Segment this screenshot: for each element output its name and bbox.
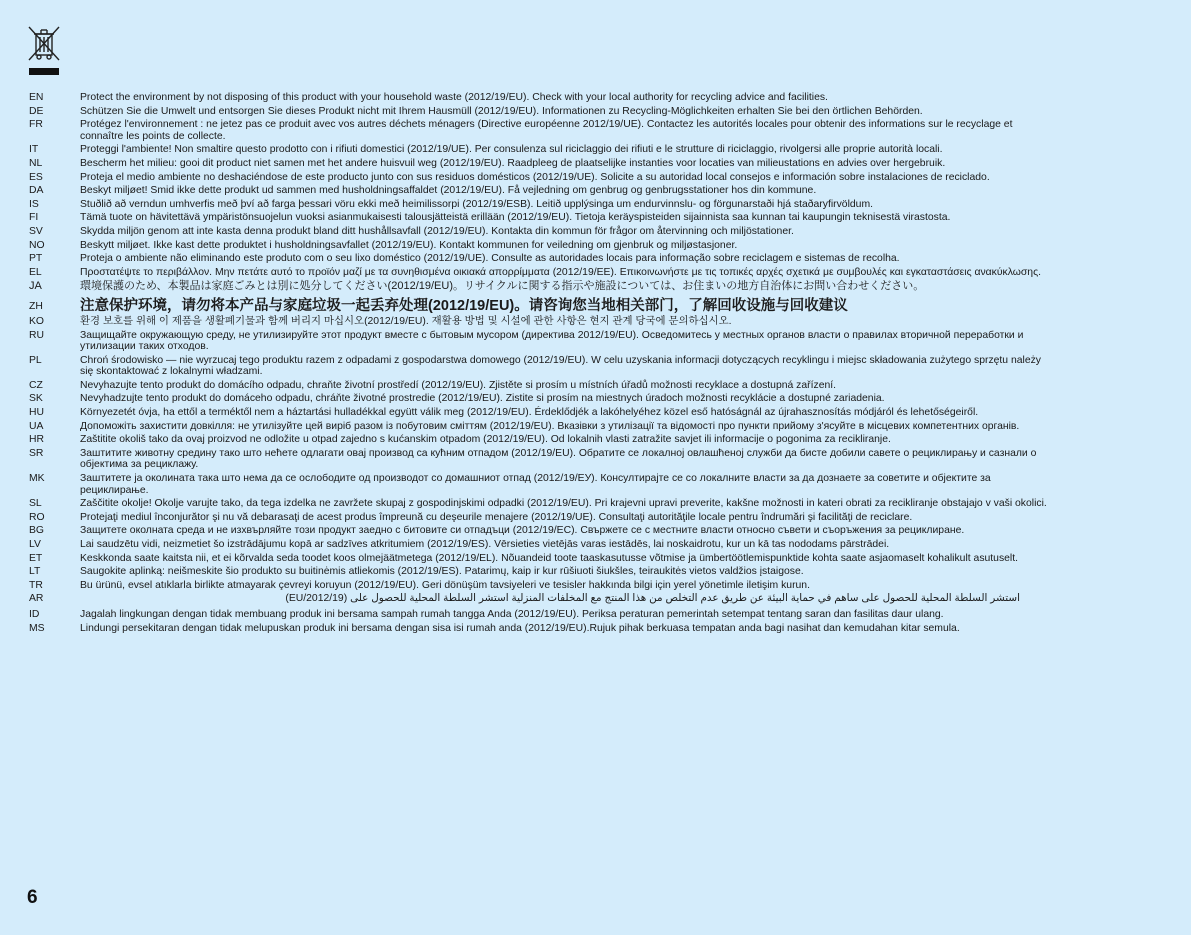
notice-row-sl (29, 498, 1169, 510)
notice-row-ru (29, 330, 1169, 353)
language-code: NL (29, 157, 43, 169)
language-code: SV (29, 225, 43, 237)
notice-row-sk (29, 393, 1169, 405)
notice-text: Protect the environment by not disposing of this product with your household waste (2012/19/EU). Check with your local authority for recycling advice and facilities. (80, 92, 828, 103)
notice-row-pt (29, 253, 1169, 265)
notice-row-en (29, 92, 1169, 104)
notice-text: Proteggi l'ambiente! Non smaltire questo prodotto con i rifiuti domestici (2012/19/UE). Per consulenza sul riciclaggio dei rifiuti e le strutture di riciclaggio, rivolgersi alle proprie autorità locali. (80, 144, 943, 156)
notice-row-bg (29, 525, 1169, 537)
notice-text: Nevyhazujte tento produkt do domácího odpadu, chraňte životní prostředí (2012/19/EU). Zjistěte si prosím u místních úřadů možnosti recyklace a dostupná zařízení. (80, 379, 837, 391)
notice-row-lt (29, 566, 1169, 578)
notice-row-da (29, 185, 1169, 197)
notice-text: Bescherm het milieu: gooi dit product niet samen met het andere huisvuil weg (2012/19/EU). Raadpleeg de plaatselijke instanties voor locaties van milieustations en advies over hergebruik. (80, 157, 946, 169)
notice-text: 環境保護のため、本製品は家庭ごみとは別に処分してください(2012/19/EU)。リサイクルに関する指示や施設については、お住まいの地方自治体にお問い合わせください。 (80, 280, 925, 293)
language-code: CZ (29, 379, 43, 391)
language-code: DE (29, 105, 44, 117)
notice-row-lv (29, 539, 1169, 551)
notice-text: Beskyt miljøet! Smid ikke dette produkt ud sammen med husholdningsaffaldet (2012/19/EU). Få vejledning om genbrug og genbrugsstationer hos din kommune. (80, 185, 817, 197)
notice-row-ja (29, 281, 1169, 293)
language-code: RO (29, 511, 45, 523)
notice-row-hu (29, 407, 1169, 419)
notice-text: Защищайте окружающую среду, не утилизируйте этот продукт вместе с бытовым мусором (директива 2012/19/EU). Осведомитесь у местных органов власти о правилах вторичной переработки и утилизации таких отходов. (80, 329, 1024, 353)
notice-row-id (29, 609, 1169, 621)
notice-text: Zaščitite okolje! Okolje varujte tako, da tega izdelka ne zavržete skupaj z gospodinjskimi odpadki (2012/19/EU). Pri krajevni upravi preverite, kakšne možnosti in kateri obrati za recikliranje obstajajo v vaši okolici. (80, 498, 1047, 510)
notice-row-fr (29, 119, 1169, 142)
notice-row-ms (29, 623, 1169, 635)
weee-crossed-out-bin-icon (26, 24, 62, 78)
notice-text: Προστατέψτε το περιβάλλον. Μην πετάτε αυτό το προϊόν μαζί με τα συνηθισμένα οικιακά απορρίμματα (2012/19/ΕΕ). Επικοινωνήστε με τις τοπικές αρχές σχετικά με συμβουλές και εγκαταστάσεις ανακύκλωσης. (80, 266, 1041, 278)
notice-text: Környezetét óvja, ha ettől a terméktől nem a háztartási hulladékkal együtt válik meg (2012/19/EU). Érdeklődjék a lakóhelyéhez közel eső hatóságnál az újrahasznosítás módjáról és lehetőségeiről. (80, 407, 979, 419)
notice-text: 환경 보호를 위해 이 제품을 생활폐기물과 함께 버리지 마십시오(2012/19/EU). 재활용 방법 및 시설에 관한 사항은 현지 관계 당국에 문의하십시오. (80, 315, 732, 327)
language-code: BG (29, 525, 45, 537)
language-code: IT (29, 144, 39, 156)
notice-text: Заштитете ја околината така што нема да се ослободите од производот со домашниот отпад (2012/19/ЕУ). Консултирајте се со локалните власти за да дознаете за советите и објектите за рециклирање. (80, 473, 991, 496)
language-code: TR (29, 579, 43, 591)
notice-text: Nevyhadzujte tento produkt do domáceho odpadu, chráňte životné prostredie (2012/19/EU). Zistite si prosím na miestnych úradoch možnosti recyklácie a dostupné zariadenia. (80, 393, 885, 405)
language-code: PL (29, 354, 42, 366)
language-code: NO (29, 239, 45, 251)
notice-text: Допоможіть захистити довкілля: не утилізуйте цей виріб разом із побутовим сміттям (2012/19/EU). Вказівки з утилізації та відомості про пункти прийому з'ясуйте в місцевих компетентних органів. (80, 420, 1020, 432)
notice-text: Lindungi persekitaran dengan tidak melupuskan produk ini bersama dengan sisa isi rumah anda (2012/19/EU).Rujuk pihak berkuasa tempatan anda bagi nasihat dan kemudahan kitar semula. (80, 622, 960, 634)
notice-text: Protejaţi mediul înconjurător şi nu vă debarasaţi de acest produs împreună cu deşeurile menajere (2012/19/UE). Consultaţi autorităţile locale pentru îndrumări şi facilităţi de reciclare. (80, 511, 913, 523)
language-code: ET (29, 552, 43, 564)
language-code: EL (29, 266, 42, 278)
language-code: MS (29, 622, 45, 634)
language-code: PT (29, 253, 43, 265)
notice-row-mk (29, 473, 1169, 496)
notice-row-cz (29, 380, 1169, 392)
language-code: ID (29, 608, 40, 620)
language-code: KO (29, 315, 45, 327)
notice-text: Bu ürünü, evsel atıklarla birlikte atmayarak çevreyi koruyun (2012/19/EU). Geri dönüşüm tavsiyeleri ve tesisler hakkında bilgi için yerel yönetimle iletişim kurun. (80, 579, 810, 591)
language-code: LV (29, 539, 41, 550)
notice-text: Saugokite aplinką: neišmeskite šio produkto su buitinėmis atliekomis (2012/19/ES). Patarimų, kaip ir kur rūšiuoti šiukšles, teiraukitės vietos valdžios įstaigose. (80, 566, 804, 578)
language-code: RU (29, 329, 45, 341)
notice-row-zh (29, 298, 1169, 314)
language-code: FI (29, 212, 39, 224)
notice-row-de (29, 106, 1169, 118)
notice-text: Beskytt miljøet. Ikke kast dette produktet i husholdningsavfallet (2012/19/EU). Kontakt kommunen for veiledning om gjenbruk og miljøstasjoner. (80, 239, 738, 251)
notice-row-is (29, 199, 1169, 211)
language-code: AR (29, 593, 44, 605)
language-code: FR (29, 119, 43, 131)
notice-row-hr (29, 434, 1169, 446)
notice-row-nl (29, 158, 1169, 170)
notice-row-it (29, 144, 1169, 156)
notice-row-el (29, 267, 1169, 279)
notice-text: Защитете околната среда и не изхвърляйте този продукт заедно с битовите си отпадъци (2012/19/ЕС). Свържете се с местните власти относно съвети и съоръжения за рециклиране. (80, 525, 965, 537)
language-code: EN (29, 92, 44, 103)
notice-text: Tämä tuote on hävitettävä ympäristönsuojelun vuoksi asianmukaisesti talousjätteistä erillään (2012/19/EU). Tietoja keräyspisteiden sijainnista saa kunnan tai kaupungin teknisestä virastosta. (80, 212, 951, 224)
notice-row-ko (29, 316, 1169, 328)
language-code: MK (29, 473, 45, 485)
notice-text: Jagalah lingkungan dengan tidak membuang produk ini bersama sampah rumah tangga Anda (2012/19/EU). Periksa peraturan pemerintah setempat tentang saran dan fasilitas daur ulang. (80, 608, 944, 620)
notice-text: Protégez l'environnement : ne jetez pas ce produit avec vos autres déchets ménagers (Directive européenne 2012/19/UE). Contactez les autorités locales pour obtenir des informations sur le recyclage et connaître les points de collecte. (80, 119, 1013, 142)
notice-row-ro (29, 512, 1169, 524)
notice-text: Заштитите животну средину тако што нећете одлагати овај производ са кућним отпадом (2012/19/EU). Обратите се локалној овлашћеној служби да бисте добили савете о рециклирању и сазнали о објектима за рециклажу. (80, 447, 1037, 471)
notice-text: Proteja o ambiente não eliminando este produto com o seu lixo doméstico (2012/19/UE). Consulte as autoridades locais para informação sobre reciclagem e sistemas de recolha. (80, 253, 900, 265)
language-code: HR (29, 434, 45, 446)
page-number: 6 (27, 887, 38, 908)
notice-text: Stuðlið að verndun umhverfis með því að farga þessari vöru ekki með heimilissorpi (2012/19/ESB). Leitið upplýsinga um endurvinnslu- og förgunarstaði hjá staðaryfirvöldum. (80, 198, 873, 210)
language-code: JA (29, 280, 42, 293)
language-code: SK (29, 393, 43, 405)
notice-row-es (29, 172, 1169, 184)
language-code: SL (29, 498, 42, 510)
language-code: ES (29, 171, 43, 183)
notice-row-ar (29, 593, 1169, 605)
notice-row-pl (29, 355, 1169, 378)
notice-row-tr (29, 580, 1169, 592)
language-code: LT (29, 566, 41, 578)
notice-text: Chroń środowisko — nie wyrzucaj tego produktu razem z odpadami z gospodarstwa domowego (2012/19/EU). W celu uzyskania informacji dotyczących recyklingu i miejsc składowania zużytego sprzętu należy się skontaktować z lokalnymi władzami. (80, 354, 1042, 378)
notice-text: Skydda miljön genom att inte kasta denna produkt bland ditt hushållsavfall (2012/19/EU). Kontakta din kommun för frågor om återvinning och miljöstationer. (80, 225, 794, 237)
notice-text: Lai saudzētu vidi, neizmetiet šo izstrādājumu kopā ar sadzīves atkritumiem (2012/19/ES). Vērsieties vietējās varas iestādēs, lai noskaidrotu, kur un kā tas nododams pārstrādei. (80, 539, 890, 550)
notice-row-ua (29, 421, 1169, 433)
recycling-notice-list (29, 92, 1169, 636)
language-code: IS (29, 198, 39, 210)
language-code: HU (29, 407, 45, 419)
notice-row-sv (29, 226, 1169, 238)
notice-text: استشر السلطة المحلية للحصول على ساهم في حماية البيئة عن طريق عدم التخلص من هذا المنتج مع المخلفات المنزلية استشر السلطة المحلية للحصول على (2012/19/EU) (285, 593, 1020, 605)
notice-text: Keskkonda saate kaitsta nii, et ei kõrvalda seda toodet koos olmejäätmetega (2012/19/EL). Nõuandeid toote taaskasutusse võtmise ja ümbertöötlemispunktide kohta saate asjaomaselt kohalikult asutuselt. (80, 552, 1019, 564)
notice-text: Zaštitite okoliš tako da ovaj proizvod ne odložite u otpad zajedno s kućanskim otpadom (2012/19/EU). Od lokalnih vlasti zatražite savjet ili informacije o pogonima za recikliranje. (80, 434, 891, 446)
language-code: UA (29, 420, 44, 432)
notice-row-et (29, 553, 1169, 565)
notice-text: Schützen Sie die Umwelt und entsorgen Sie dieses Produkt nicht mit Ihrem Hausmüll (2012/19/EU). Informationen zu Recycling-Möglichkeiten erhalten Sie bei den örtlichen Behörden. (80, 105, 923, 117)
language-code: ZH (29, 300, 43, 312)
language-code: DA (29, 185, 44, 197)
notice-row-sr (29, 448, 1169, 471)
notice-row-fi (29, 212, 1169, 224)
language-code: SR (29, 447, 44, 459)
notice-text: Proteja el medio ambiente no deshaciéndose de este producto junto con sus residuos domésticos (2012/19/UE). Solicite a su autoridad local consejos e información sobre instalaciones de reciclado. (80, 171, 990, 183)
notice-text: 注意保护环境，请勿将本产品与家庭垃圾一起丢弃处理(2012/19/EU)。请咨询您当地相关部门，了解回收设施与回收建议 (80, 297, 848, 314)
notice-row-no (29, 240, 1169, 252)
